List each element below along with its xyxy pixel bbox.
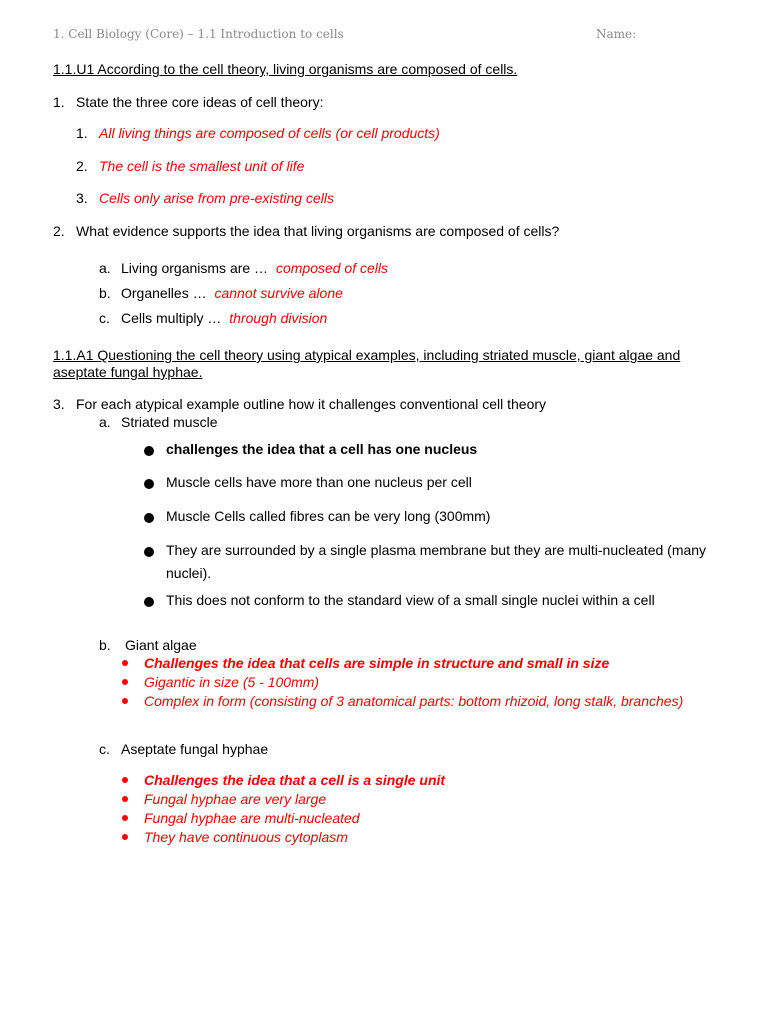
answer-2-text: The cell is the smallest unit of life <box>99 158 305 174</box>
bullet-dot <box>144 597 154 607</box>
section-heading-a1-line2: aseptate fungal hyphae. <box>53 364 203 380</box>
muscle-point-4: They are surrounded by a single plasma membrane but they are multi-nucleated (many <box>166 542 707 558</box>
hyphae-point-2: Fungal hyphae are very large <box>144 791 327 807</box>
question-1-number: 1. <box>53 94 65 110</box>
document-header-title: 1. Cell Biology (Core) – 1.1 Introduction to cells <box>53 27 344 41</box>
red-bullet-dot <box>122 679 128 685</box>
muscle-point-2: Muscle cells have more than one nucleus per cell <box>166 474 472 490</box>
answer-1-text: All living things are composed of cells (or cell products) <box>99 125 440 141</box>
muscle-point-1: challenges the idea that a cell has one nucleus <box>166 441 478 457</box>
evidence-b-answer: cannot survive alone <box>214 285 343 301</box>
bullet-dot <box>144 513 154 523</box>
evidence-b-prompt: Organelles … <box>121 285 207 301</box>
red-bullet-dot <box>122 796 128 802</box>
example-c-letter: c. <box>99 741 110 757</box>
hyphae-point-3: Fungal hyphae are multi-nucleated <box>144 810 360 826</box>
example-a-label: Striated muscle <box>121 414 218 430</box>
red-bullet-dot <box>122 815 128 821</box>
example-b-label: Giant algae <box>125 637 197 653</box>
evidence-c-prompt: Cells multiply … <box>121 310 222 326</box>
algae-point-3: Complex in form (consisting of 3 anatomical parts: bottom rhizoid, long stalk, branches) <box>144 693 684 709</box>
algae-point-2: Gigantic in size (5 - 100mm) <box>144 674 320 690</box>
muscle-point-5: This does not conform to the standard view of a small single nuclei within a cell <box>166 592 655 608</box>
question-1-text: State the three core ideas of cell theory: <box>76 94 324 110</box>
evidence-a-answer: composed of cells <box>275 260 389 276</box>
question-2-number: 2. <box>53 223 65 239</box>
hyphae-point-4: They have continuous cytoplasm <box>144 829 348 845</box>
answer-3-number: 3. <box>76 190 88 206</box>
section-heading-u1: 1.1.U1 According to the cell theory, living organisms are composed of cells. <box>53 61 518 77</box>
hyphae-point-1: Challenges the idea that a cell is a single unit <box>144 772 446 788</box>
bullet-dot <box>144 446 154 456</box>
algae-point-1: Challenges the idea that cells are simple in structure and small in size <box>144 655 610 671</box>
red-bullet-dot <box>122 777 128 783</box>
evidence-c-letter: c. <box>99 310 110 326</box>
answer-1-number: 1. <box>76 125 88 141</box>
question-2-text: What evidence supports the idea that living organisms are composed of cells? <box>76 223 560 239</box>
answer-2-number: 2. <box>76 158 88 174</box>
evidence-b-line <box>121 284 343 302</box>
answer-3-text: Cells only arise from pre-existing cells <box>99 190 334 206</box>
red-bullet-dot <box>122 698 128 704</box>
evidence-c-answer: through division <box>229 310 328 326</box>
question-3-number: 3. <box>53 396 65 412</box>
red-bullet-dot <box>122 834 128 840</box>
evidence-c-line <box>121 309 327 327</box>
muscle-point-3: Muscle Cells called fibres can be very long (300mm) <box>166 508 491 524</box>
red-bullet-dot <box>122 660 128 666</box>
section-heading-a1-line1: 1.1.A1 Questioning the cell theory using atypical examples, including striated muscle, giant algae and <box>53 347 681 363</box>
question-3-text: For each atypical example outline how it challenges conventional cell theory <box>76 396 547 412</box>
example-c-label: Aseptate fungal hyphae <box>121 741 269 757</box>
evidence-a-line <box>121 259 388 277</box>
muscle-point-4-continued: nuclei). <box>166 565 212 581</box>
example-a-letter: a. <box>99 414 111 430</box>
evidence-a-prompt: Living organisms are … <box>121 260 269 276</box>
example-b-letter: b. <box>99 637 111 653</box>
name-label: Name: <box>596 27 637 41</box>
evidence-a-letter: a. <box>99 260 111 276</box>
bullet-dot <box>144 547 154 557</box>
bullet-dot <box>144 479 154 489</box>
evidence-b-letter: b. <box>99 285 111 301</box>
